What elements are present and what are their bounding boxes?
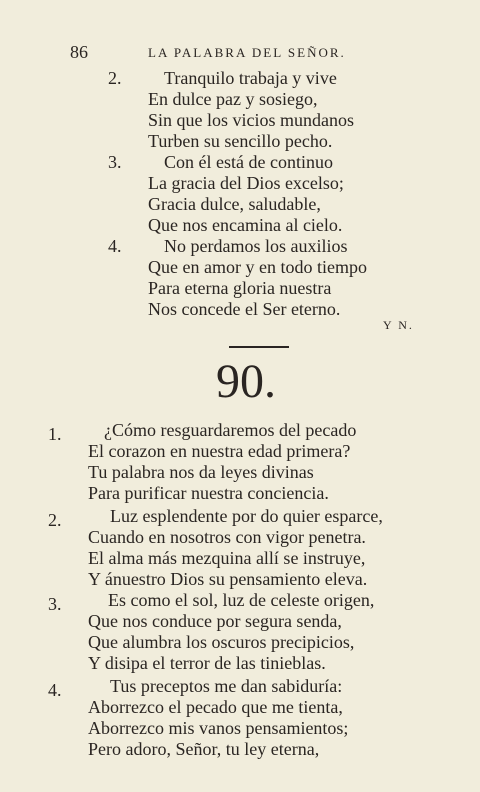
- verse-line: El alma más mezquina allí se instruye,: [88, 548, 366, 568]
- running-title: LA PALABRA DEL SEÑOR.: [148, 45, 346, 60]
- verse-line: Luz esplendente por do quier esparce,: [110, 506, 383, 526]
- hymn-stanza-4: [0, 676, 480, 760]
- verse-line: Turben su sencillo pecho.: [148, 131, 333, 151]
- hymn-number: 90.: [216, 355, 276, 408]
- verse-line: En dulce paz y sosiego,: [148, 89, 318, 109]
- hymn-stanza-1: [0, 420, 480, 504]
- stanza-number: 3.: [48, 594, 62, 614]
- verse-line: Y ánuestro Dios su pensamiento eleva.: [88, 569, 368, 589]
- verse-line: Sin que los vicios mundanos: [148, 110, 354, 130]
- verse-line: No perdamos los auxilios: [164, 236, 348, 256]
- signature-mark: Y N.: [383, 318, 414, 332]
- verse-line: Es como el sol, luz de celeste origen,: [108, 590, 375, 610]
- verse-line: ¿Cómo resguardaremos del pecado: [104, 420, 357, 440]
- hymn-stanza-2: [0, 506, 480, 590]
- verse-line: Que alumbra los oscuros precipicios,: [88, 632, 355, 652]
- verse-line: Y disipa el terror de las tinieblas.: [88, 653, 326, 673]
- section-rule: [229, 346, 289, 348]
- stanza-number: 2.: [108, 68, 122, 88]
- verse-line: La gracia del Dios excelso;: [148, 173, 344, 193]
- verse-line: Gracia dulce, saludable,: [148, 194, 321, 214]
- verse-line: Que en amor y en todo tiempo: [148, 257, 367, 277]
- verse-line: Para purificar nuestra conciencia.: [88, 483, 329, 503]
- verse-line: Nos concede el Ser eterno.: [148, 299, 341, 319]
- stanza-number: 4.: [48, 680, 62, 700]
- verse-line: Para eterna gloria nuestra: [148, 278, 332, 298]
- verse-line: Tus preceptos me dan sabiduría:: [110, 676, 343, 696]
- verse-line: Aborrezco mis vanos pensamientos;: [88, 718, 349, 738]
- verse-line: El corazon en nuestra edad primera?: [88, 441, 351, 461]
- prev-stanza-2: [0, 68, 480, 152]
- prev-stanza-3: [0, 152, 480, 236]
- verse-line: Pero adoro, Señor, tu ley eterna,: [88, 739, 320, 759]
- verse-line: Tranquilo trabaja y vive: [164, 68, 337, 88]
- verse-line: Con él está de continuo: [164, 152, 333, 172]
- stanza-number: 3.: [108, 152, 122, 172]
- prev-stanza-4: [0, 236, 480, 320]
- stanza-number: 1.: [48, 424, 62, 444]
- verse-line: Cuando en nosotros con vigor penetra.: [88, 527, 366, 547]
- stanza-number: 4.: [108, 236, 122, 256]
- page-number: 86: [70, 42, 88, 62]
- verse-line: Tu palabra nos da leyes divinas: [88, 462, 314, 482]
- verse-line: Aborrezco el pecado que me tienta,: [88, 697, 343, 717]
- verse-line: Que nos conduce por segura senda,: [88, 611, 342, 631]
- stanza-number: 2.: [48, 510, 62, 530]
- page-header: [0, 42, 480, 62]
- hymn-stanza-3: [0, 590, 480, 674]
- verse-line: Que nos encamina al cielo.: [148, 215, 343, 235]
